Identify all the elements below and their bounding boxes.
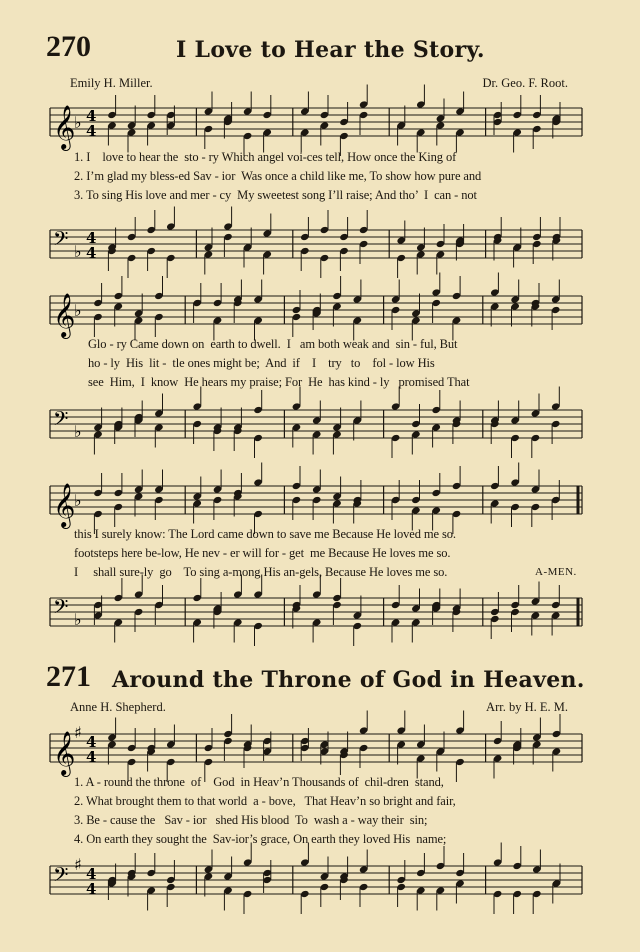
time-signature: 4 xyxy=(86,865,97,883)
time-signature: 4 xyxy=(86,122,97,140)
amen-text: A-MEN. xyxy=(535,566,577,578)
lyric-line: 3. Be - cause the Sav - ior shed His blood To wash a - way their sin; xyxy=(74,813,428,827)
bass-staff xyxy=(50,855,582,902)
clef-icon: 𝄞 xyxy=(53,105,76,149)
time-signature: 4 xyxy=(86,229,97,247)
time-signature: 4 xyxy=(86,733,97,751)
clef-icon: 𝄢 xyxy=(53,407,69,435)
clef-icon: 𝄞 xyxy=(53,483,76,527)
key-signature-icon: ♯ xyxy=(74,723,82,742)
lyric-line: 1. I love to hear the sto - ry Which angel voi-ces tell, How once the King of xyxy=(74,150,457,164)
time-signature: 4 xyxy=(86,880,97,898)
lyric-line: 2. I’m glad my bless-ed Sav - ior Was once a child like me, To show how pure and xyxy=(74,169,482,183)
lyric-line: 2. What brought them to that world a - bove, That Heav’n so bright and fair, xyxy=(74,794,456,808)
clef-icon: 𝄞 xyxy=(53,731,76,775)
key-signature-icon: ♯ xyxy=(74,855,82,874)
clef-icon: 𝄢 xyxy=(53,595,69,623)
hymn-number: 270 xyxy=(46,30,91,63)
time-signature: 4 xyxy=(86,107,97,125)
hymn-title: Around the Throne of God in Heaven. xyxy=(112,667,585,693)
hymn-author: Anne H. Shepherd. xyxy=(70,700,166,714)
key-signature-icon: ♭ xyxy=(74,113,82,132)
treble-staff xyxy=(50,288,582,337)
bass-staff xyxy=(50,590,582,634)
hymn-number: 271 xyxy=(46,660,91,693)
hymn-title: I Love to Hear the Story. xyxy=(176,37,485,63)
time-signature: 4 xyxy=(86,244,97,262)
lyric-line: this I surely know: The Lord came down to save me Because He loved me so. xyxy=(74,527,456,541)
lyric-line: footsteps here be-low, He nev - er will for - get me Because He loves me so. xyxy=(74,546,451,560)
treble-staff xyxy=(50,100,582,149)
clef-icon: 𝄢 xyxy=(53,863,69,891)
key-signature-icon: ♭ xyxy=(74,301,82,320)
lyric-line: 4. On earth they sought the Sav-ior’s grace, On earth they loved His name; xyxy=(74,832,447,846)
hymn-author: Emily H. Miller. xyxy=(70,76,153,90)
key-signature-icon: ♭ xyxy=(74,242,82,261)
bass-staff xyxy=(50,222,582,266)
lyric-line: see Him, I know He hears my praise; For He has kind - ly promised That xyxy=(88,375,470,389)
hymn-composer: Arr. by H. E. M. xyxy=(486,700,568,714)
key-signature-icon: ♭ xyxy=(74,610,82,629)
lyric-line: ho - ly His lit - tle ones might be; And if I try to fol - low His xyxy=(88,356,435,370)
lyric-line: 3. To sing His love and mer - cy My sweetest song I’ll raise; And tho’ I can - not xyxy=(74,188,477,202)
clef-icon: 𝄞 xyxy=(53,293,76,337)
bass-staff xyxy=(50,402,582,446)
lyric-line: I shall sure-ly go To sing a-mong His an-gels, Because He loves me so. xyxy=(74,565,448,579)
lyric-line: Glo - ry Came down on earth to dwell. I am both weak and sin - ful, But xyxy=(88,337,458,351)
clef-icon: 𝄢 xyxy=(53,227,69,255)
treble-staff xyxy=(50,723,582,775)
treble-staff xyxy=(50,478,582,527)
lyric-line: 1. A - round the throne of God in Heav’n Thousands of chil-dren stand, xyxy=(74,775,444,789)
hymn-composer: Dr. Geo. F. Root. xyxy=(482,76,568,90)
key-signature-icon: ♭ xyxy=(74,491,82,510)
key-signature-icon: ♭ xyxy=(74,422,82,441)
time-signature: 4 xyxy=(86,748,97,766)
